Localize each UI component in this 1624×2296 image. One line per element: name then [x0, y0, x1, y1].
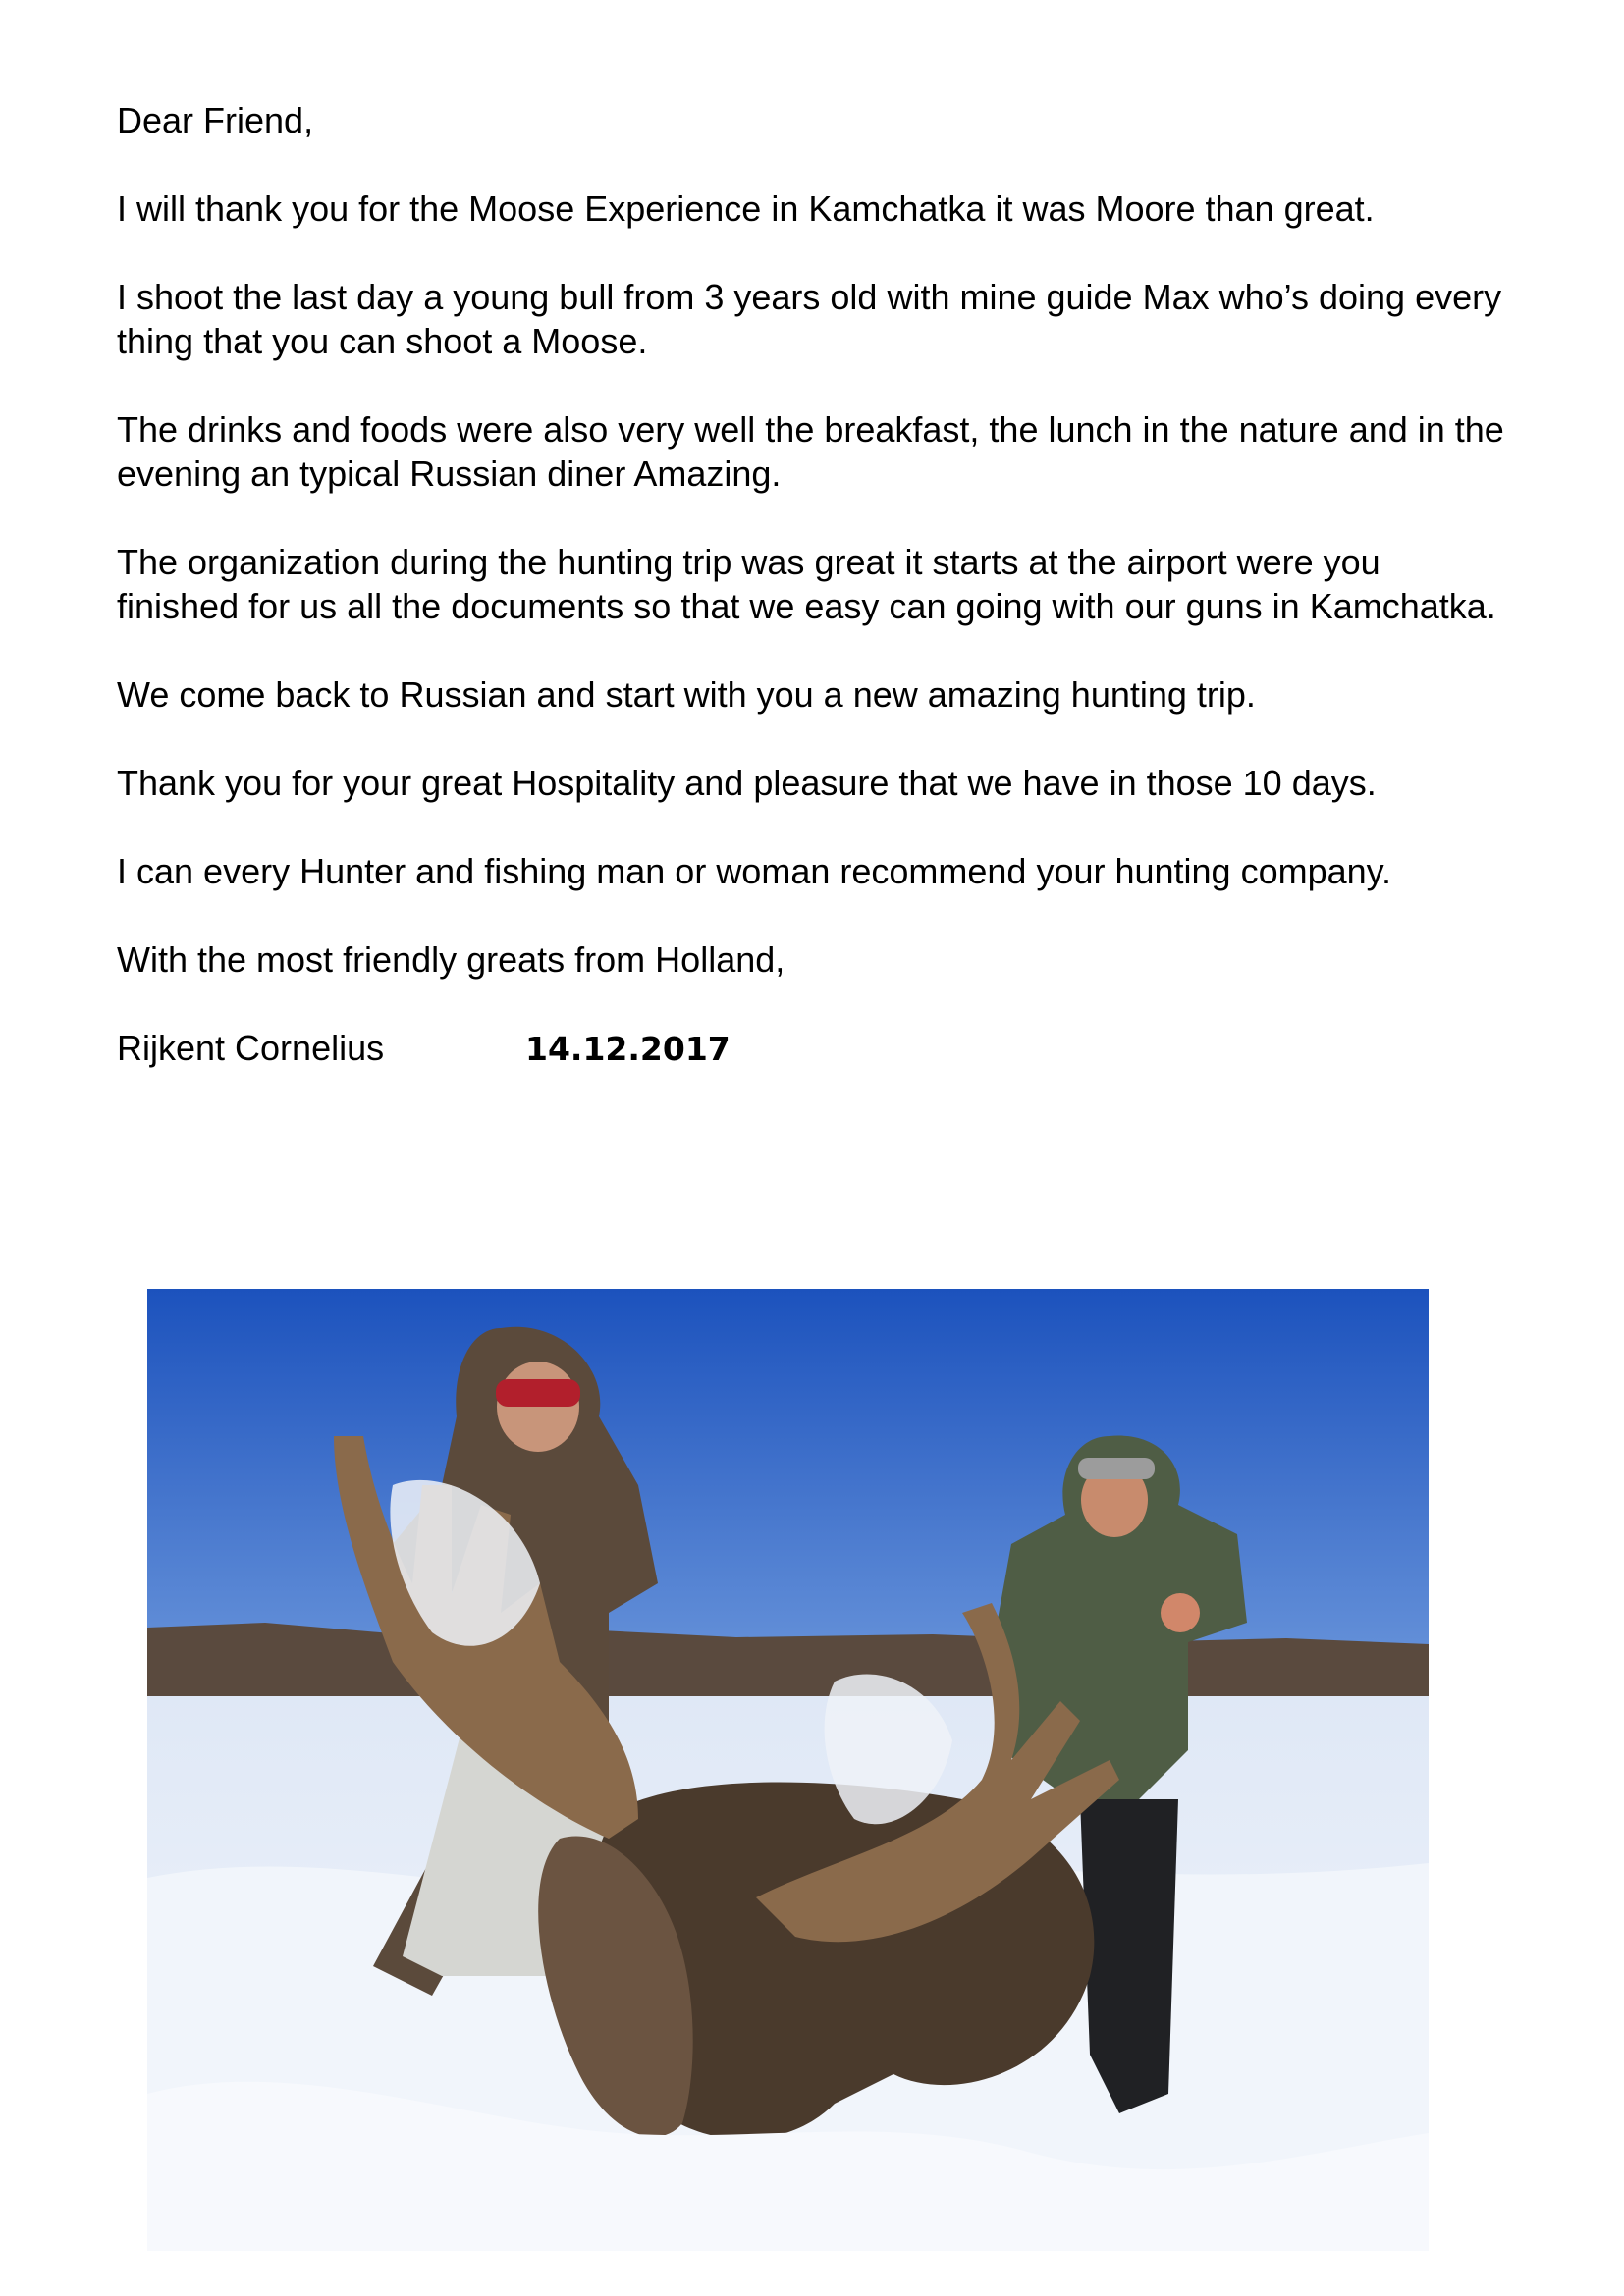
closing: With the most friendly greats from Holland,: [117, 939, 785, 980]
greeting: Dear Friend,: [117, 100, 314, 140]
signature-name: Rijkent Cornelius: [117, 1028, 385, 1068]
paragraph: Thank you for your great Hospitality and pleasure that we have in those 10 days.: [117, 763, 1377, 803]
signature-row: [117, 1026, 1511, 1071]
paragraph: We come back to Russian and start with you a new amazing hunting trip.: [117, 674, 1256, 715]
paragraph: I shoot the last day a young bull from 3 years old with mine guide Max who’s doing every thing that you can shoot a Moose.: [117, 277, 1502, 361]
hunting-photo: [147, 1289, 1429, 2251]
paragraph: I will thank you for the Moose Experience in Kamchatka it was Moore than great.: [117, 188, 1375, 229]
paragraph: I can every Hunter and fishing man or woman recommend your hunting company.: [117, 851, 1391, 891]
letter-body: [117, 98, 1511, 1071]
paragraph: The organization during the hunting trip was great it starts at the airport were you finished for us all the documents so that we easy can going with our guns in Kamchatka.: [117, 542, 1496, 626]
hunting-photo-illustration: [147, 1289, 1429, 2251]
letter-date: 14.12.2017: [525, 1030, 731, 1068]
paragraph: The drinks and foods were also very well the breakfast, the lunch in the nature and in the evening an typical Russian diner Amazing.: [117, 409, 1504, 494]
